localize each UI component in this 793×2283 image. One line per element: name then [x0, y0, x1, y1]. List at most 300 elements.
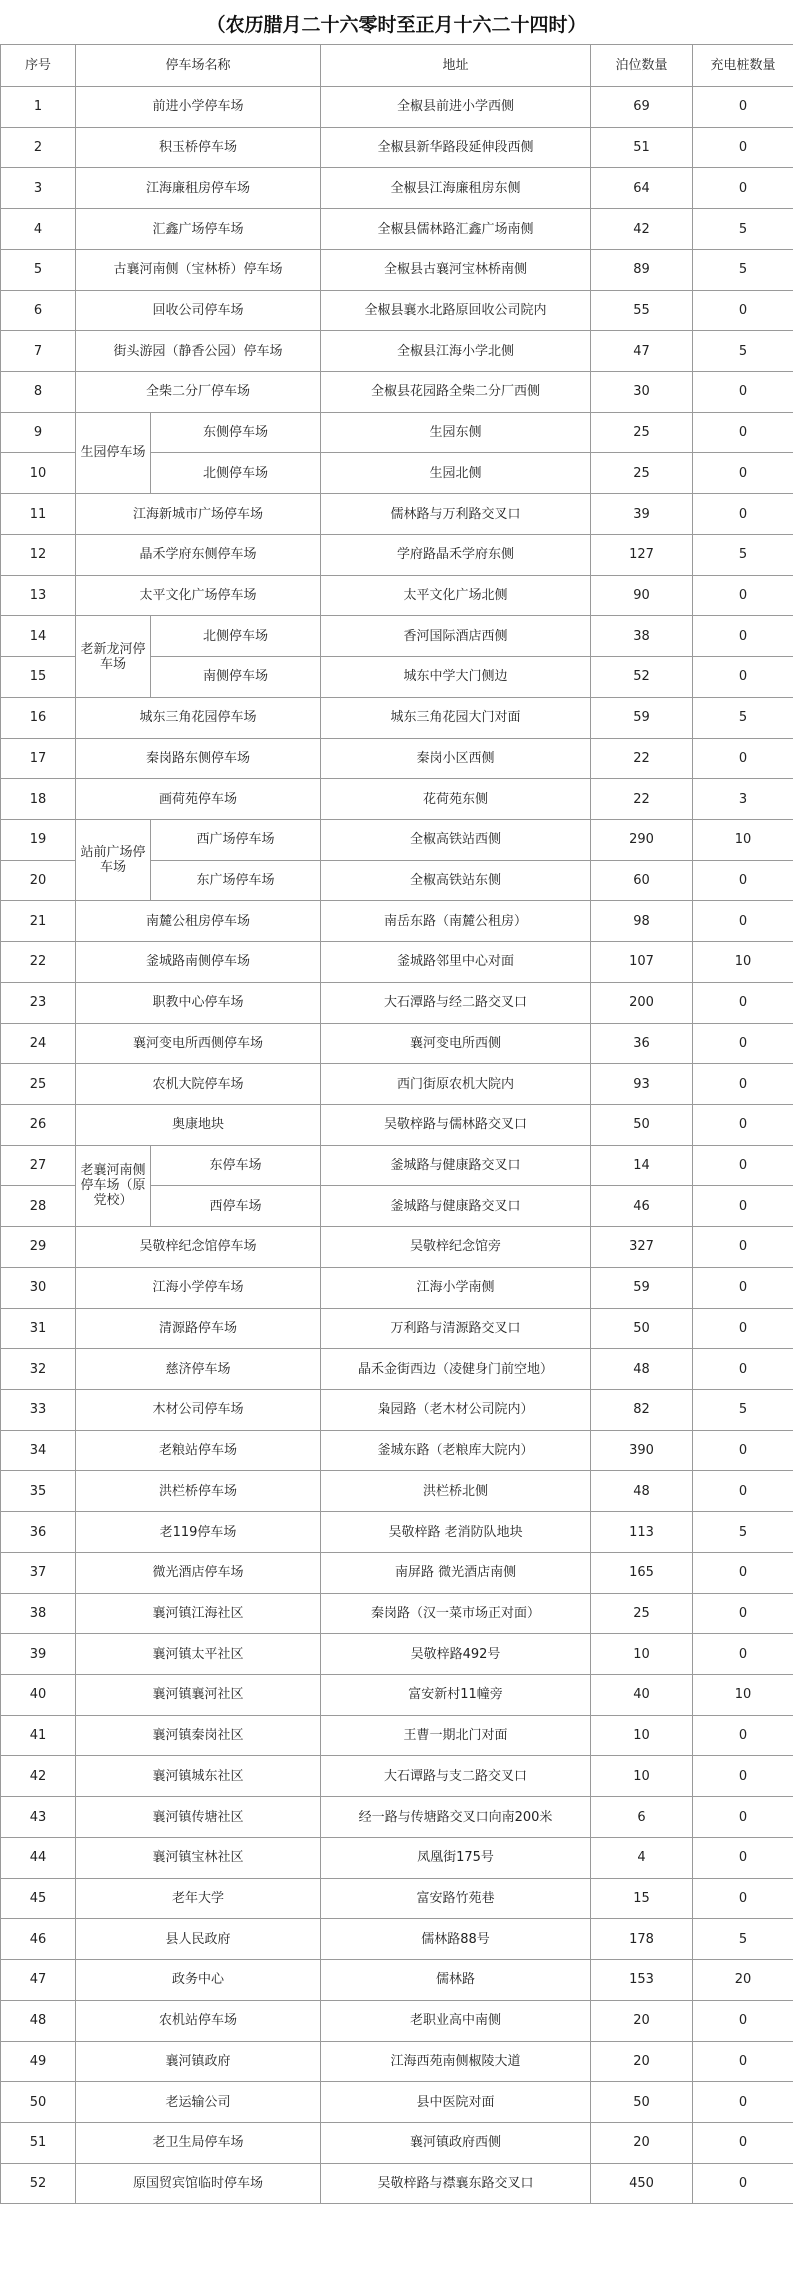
spot-count: 4	[591, 1837, 693, 1878]
spot-count: 10	[591, 1634, 693, 1675]
row-number: 44	[1, 1837, 76, 1878]
lot-address: 全椒县襄水北路原回收公司院内	[321, 290, 591, 331]
spot-count: 90	[591, 575, 693, 616]
parking-table	[0, 44, 793, 2204]
row-number: 15	[1, 657, 76, 698]
spot-count: 52	[591, 657, 693, 698]
row-number: 46	[1, 1919, 76, 1960]
lot-name: 老年大学	[76, 1878, 321, 1919]
charger-count: 0	[693, 1104, 793, 1145]
row-number: 40	[1, 1675, 76, 1716]
lot-name: 襄河镇江海社区	[76, 1593, 321, 1634]
table-row	[1, 1023, 793, 1064]
table-row	[1, 2122, 793, 2163]
lot-name: 东广场停车场	[151, 860, 321, 901]
charger-count: 5	[693, 1919, 793, 1960]
lot-address: 釜城路与健康路交叉口	[321, 1145, 591, 1186]
table-row	[1, 2041, 793, 2082]
row-number: 29	[1, 1227, 76, 1268]
row-number: 32	[1, 1349, 76, 1390]
spot-count: 50	[591, 1308, 693, 1349]
table-row	[1, 1756, 793, 1797]
lot-name: 东侧停车场	[151, 412, 321, 453]
table-row	[1, 534, 793, 575]
spot-count: 39	[591, 494, 693, 535]
row-number: 50	[1, 2082, 76, 2123]
lot-name: 襄河镇城东社区	[76, 1756, 321, 1797]
charger-count: 0	[693, 657, 793, 698]
spot-count: 127	[591, 534, 693, 575]
charger-count: 0	[693, 1308, 793, 1349]
charger-count: 0	[693, 494, 793, 535]
lot-address: 吴敬梓路 老消防队地块	[321, 1512, 591, 1553]
lot-name: 古襄河南侧（宝林桥）停车场	[76, 249, 321, 290]
table-row	[1, 127, 793, 168]
lot-address: 釜城路邻里中心对面	[321, 942, 591, 983]
lot-address: 生园北侧	[321, 453, 591, 494]
charger-count: 0	[693, 738, 793, 779]
charger-count: 0	[693, 87, 793, 128]
lot-name: 洪栏桥停车场	[76, 1471, 321, 1512]
spot-count: 22	[591, 738, 693, 779]
lot-name: 回收公司停车场	[76, 290, 321, 331]
table-row	[1, 982, 793, 1023]
row-number: 6	[1, 290, 76, 331]
table-row	[1, 697, 793, 738]
table-row	[1, 575, 793, 616]
header-spots: 泊位数量	[591, 45, 693, 87]
charger-count: 0	[693, 1349, 793, 1390]
charger-count: 0	[693, 453, 793, 494]
lot-name: 秦岗路东侧停车场	[76, 738, 321, 779]
table-row	[1, 1430, 793, 1471]
spot-count: 89	[591, 249, 693, 290]
header-chargers: 充电桩数量	[693, 45, 793, 87]
charger-count: 0	[693, 982, 793, 1023]
spot-count: 10	[591, 1715, 693, 1756]
lot-name: 吴敬梓纪念馆停车场	[76, 1227, 321, 1268]
spot-count: 38	[591, 616, 693, 657]
row-number: 25	[1, 1064, 76, 1105]
table-row	[1, 1675, 793, 1716]
charger-count: 0	[693, 1064, 793, 1105]
spot-count: 390	[591, 1430, 693, 1471]
table-row	[1, 1797, 793, 1838]
table-row	[1, 494, 793, 535]
spot-count: 290	[591, 819, 693, 860]
row-number: 7	[1, 331, 76, 372]
row-number: 11	[1, 494, 76, 535]
table-row	[1, 249, 793, 290]
header-name: 停车场名称	[76, 45, 321, 87]
spot-count: 22	[591, 779, 693, 820]
table-row	[1, 1064, 793, 1105]
charger-count: 0	[693, 2122, 793, 2163]
spot-count: 40	[591, 1675, 693, 1716]
table-row	[1, 616, 793, 657]
lot-address: 全椒县江海廉租房东侧	[321, 168, 591, 209]
table-body	[1, 87, 793, 2204]
row-number: 1	[1, 87, 76, 128]
spot-count: 98	[591, 901, 693, 942]
lot-address: 学府路晶禾学府东侧	[321, 534, 591, 575]
row-number: 13	[1, 575, 76, 616]
table-row	[1, 2000, 793, 2041]
row-number: 28	[1, 1186, 76, 1227]
lot-name: 北侧停车场	[151, 453, 321, 494]
lot-name: 老粮站停车场	[76, 1430, 321, 1471]
lot-name: 襄河镇秦岗社区	[76, 1715, 321, 1756]
table-row	[1, 1715, 793, 1756]
lot-name: 全柴二分厂停车场	[76, 372, 321, 413]
lot-name: 清源路停车场	[76, 1308, 321, 1349]
spot-count: 25	[591, 453, 693, 494]
charger-count: 0	[693, 2082, 793, 2123]
row-number: 24	[1, 1023, 76, 1064]
table-row	[1, 738, 793, 779]
table-row	[1, 1390, 793, 1431]
charger-count: 3	[693, 779, 793, 820]
table-row	[1, 1960, 793, 2001]
table-row	[1, 412, 793, 453]
lot-address: 万利路与清源路交叉口	[321, 1308, 591, 1349]
lot-address: 王曹一期北门对面	[321, 1715, 591, 1756]
lot-name: 襄河镇政府	[76, 2041, 321, 2082]
row-number: 30	[1, 1267, 76, 1308]
lot-address: 全椒高铁站东侧	[321, 860, 591, 901]
spot-count: 200	[591, 982, 693, 1023]
lot-name: 木材公司停车场	[76, 1390, 321, 1431]
charger-count: 0	[693, 2041, 793, 2082]
lot-name: 农机大院停车场	[76, 1064, 321, 1105]
lot-name: 襄河镇传塘社区	[76, 1797, 321, 1838]
charger-count: 0	[693, 1878, 793, 1919]
lot-name: 前进小学停车场	[76, 87, 321, 128]
group-name: 老新龙河停车场	[76, 616, 151, 697]
table-row	[1, 1471, 793, 1512]
lot-address: 西门街原农机大院内	[321, 1064, 591, 1105]
charger-count: 5	[693, 534, 793, 575]
lot-address: 晶禾金街西边（凌健身门前空地）	[321, 1349, 591, 1390]
lot-name: 积玉桥停车场	[76, 127, 321, 168]
row-number: 5	[1, 249, 76, 290]
lot-name: 襄河镇襄河社区	[76, 1675, 321, 1716]
charger-count: 0	[693, 1267, 793, 1308]
spot-count: 60	[591, 860, 693, 901]
charger-count: 0	[693, 290, 793, 331]
lot-address: 吴敬梓路与襟襄东路交叉口	[321, 2163, 591, 2204]
row-number: 14	[1, 616, 76, 657]
row-number: 10	[1, 453, 76, 494]
row-number: 16	[1, 697, 76, 738]
table-row	[1, 1878, 793, 1919]
lot-address: 县中医院对面	[321, 2082, 591, 2123]
lot-name: 襄河镇宝林社区	[76, 1837, 321, 1878]
spot-count: 165	[591, 1552, 693, 1593]
lot-name: 南侧停车场	[151, 657, 321, 698]
charger-count: 0	[693, 1227, 793, 1268]
charger-count: 0	[693, 1552, 793, 1593]
spot-count: 327	[591, 1227, 693, 1268]
lot-name: 老卫生局停车场	[76, 2122, 321, 2163]
table-row	[1, 1145, 793, 1186]
row-number: 9	[1, 412, 76, 453]
lot-address: 富安路竹苑巷	[321, 1878, 591, 1919]
charger-count: 0	[693, 168, 793, 209]
row-number: 43	[1, 1797, 76, 1838]
lot-name: 西停车场	[151, 1186, 321, 1227]
spot-count: 14	[591, 1145, 693, 1186]
lot-address: 襄河变电所西侧	[321, 1023, 591, 1064]
lot-address: 儒林路与万利路交叉口	[321, 494, 591, 535]
lot-address: 秦岗路（汉一菜市场正对面）	[321, 1593, 591, 1634]
table-row	[1, 1837, 793, 1878]
row-number: 38	[1, 1593, 76, 1634]
table-row	[1, 372, 793, 413]
lot-address: 全椒高铁站西侧	[321, 819, 591, 860]
table-row	[1, 168, 793, 209]
lot-name: 江海廉租房停车场	[76, 168, 321, 209]
charger-count: 0	[693, 1634, 793, 1675]
lot-address: 城东中学大门侧边	[321, 657, 591, 698]
row-number: 34	[1, 1430, 76, 1471]
spot-count: 93	[591, 1064, 693, 1105]
row-number: 47	[1, 1960, 76, 2001]
lot-name: 釜城路南侧停车场	[76, 942, 321, 983]
charger-count: 0	[693, 2163, 793, 2204]
lot-address: 全椒县花园路全柴二分厂西侧	[321, 372, 591, 413]
lot-address: 枭园路（老木材公司院内）	[321, 1390, 591, 1431]
row-number: 37	[1, 1552, 76, 1593]
table-row	[1, 209, 793, 250]
spot-count: 20	[591, 2122, 693, 2163]
row-number: 26	[1, 1104, 76, 1145]
lot-name: 老119停车场	[76, 1512, 321, 1553]
lot-name: 县人民政府	[76, 1919, 321, 1960]
lot-name: 城东三角花园停车场	[76, 697, 321, 738]
spot-count: 15	[591, 1878, 693, 1919]
lot-name: 农机站停车场	[76, 2000, 321, 2041]
lot-address: 秦岗小区西侧	[321, 738, 591, 779]
spot-count: 59	[591, 1267, 693, 1308]
lot-name: 襄河镇太平社区	[76, 1634, 321, 1675]
lot-name: 太平文化广场停车场	[76, 575, 321, 616]
lot-name: 汇鑫广场停车场	[76, 209, 321, 250]
row-number: 23	[1, 982, 76, 1023]
table-row	[1, 1104, 793, 1145]
table-row	[1, 2082, 793, 2123]
lot-address: 香河国际酒店西侧	[321, 616, 591, 657]
lot-address: 大石谭路与支二路交叉口	[321, 1756, 591, 1797]
charger-count: 0	[693, 1023, 793, 1064]
charger-count: 0	[693, 127, 793, 168]
row-number: 45	[1, 1878, 76, 1919]
row-number: 39	[1, 1634, 76, 1675]
row-number: 4	[1, 209, 76, 250]
table-header-row	[1, 45, 793, 87]
lot-address: 太平文化广场北侧	[321, 575, 591, 616]
lot-address: 吴敬梓路与儒林路交叉口	[321, 1104, 591, 1145]
spot-count: 69	[591, 87, 693, 128]
charger-count: 5	[693, 331, 793, 372]
charger-count: 0	[693, 616, 793, 657]
lot-address: 老职业高中南侧	[321, 2000, 591, 2041]
lot-address: 凤凰街175号	[321, 1837, 591, 1878]
table-row	[1, 1552, 793, 1593]
row-number: 27	[1, 1145, 76, 1186]
charger-count: 0	[693, 412, 793, 453]
spot-count: 42	[591, 209, 693, 250]
lot-name: 晶禾学府东侧停车场	[76, 534, 321, 575]
charger-count: 10	[693, 1675, 793, 1716]
lot-name: 微光酒店停车场	[76, 1552, 321, 1593]
charger-count: 5	[693, 697, 793, 738]
lot-name: 南麓公租房停车场	[76, 901, 321, 942]
lot-address: 吴敬梓路492号	[321, 1634, 591, 1675]
table-row	[1, 2163, 793, 2204]
charger-count: 0	[693, 1837, 793, 1878]
table-row	[1, 1227, 793, 1268]
lot-name: 江海新城市广场停车场	[76, 494, 321, 535]
charger-count: 0	[693, 1430, 793, 1471]
charger-count: 0	[693, 2000, 793, 2041]
spot-count: 30	[591, 372, 693, 413]
lot-name: 慈济停车场	[76, 1349, 321, 1390]
row-number: 52	[1, 2163, 76, 2204]
spot-count: 178	[591, 1919, 693, 1960]
spot-count: 59	[591, 697, 693, 738]
lot-name: 老运输公司	[76, 2082, 321, 2123]
table-row	[1, 1308, 793, 1349]
charger-count: 0	[693, 1715, 793, 1756]
spot-count: 36	[591, 1023, 693, 1064]
lot-name: 东停车场	[151, 1145, 321, 1186]
page-title: （农历腊月二十六零时至正月十六二十四时）	[206, 14, 587, 36]
header-no: 序号	[1, 45, 76, 87]
table-row	[1, 901, 793, 942]
spot-count: 82	[591, 1390, 693, 1431]
lot-address: 城东三角花园大门对面	[321, 697, 591, 738]
spot-count: 50	[591, 2082, 693, 2123]
spot-count: 6	[591, 1797, 693, 1838]
row-number: 41	[1, 1715, 76, 1756]
lot-address: 南岳东路（南麓公租房）	[321, 901, 591, 942]
row-number: 21	[1, 901, 76, 942]
lot-address: 南屏路 微光酒店南侧	[321, 1552, 591, 1593]
charger-count: 5	[693, 209, 793, 250]
spot-count: 50	[591, 1104, 693, 1145]
lot-address: 全椒县儒林路汇鑫广场南侧	[321, 209, 591, 250]
table-row	[1, 1919, 793, 1960]
charger-count: 0	[693, 1797, 793, 1838]
row-number: 12	[1, 534, 76, 575]
row-number: 8	[1, 372, 76, 413]
table-row	[1, 819, 793, 860]
lot-address: 儒林路	[321, 1960, 591, 2001]
charger-count: 5	[693, 1390, 793, 1431]
charger-count: 0	[693, 901, 793, 942]
spot-count: 46	[591, 1186, 693, 1227]
row-number: 20	[1, 860, 76, 901]
row-number: 42	[1, 1756, 76, 1797]
group-name: 老襄河南侧停车场（原党校）	[76, 1145, 151, 1226]
lot-address: 釜城路与健康路交叉口	[321, 1186, 591, 1227]
lot-address: 全椒县古襄河宝林桥南侧	[321, 249, 591, 290]
row-number: 3	[1, 168, 76, 209]
lot-address: 洪栏桥北侧	[321, 1471, 591, 1512]
lot-name: 政务中心	[76, 1960, 321, 2001]
lot-name: 襄河变电所西侧停车场	[76, 1023, 321, 1064]
lot-address: 花荷苑东侧	[321, 779, 591, 820]
table-row	[1, 942, 793, 983]
spot-count: 47	[591, 331, 693, 372]
table-row	[1, 1267, 793, 1308]
lot-name: 画荷苑停车场	[76, 779, 321, 820]
spot-count: 25	[591, 1593, 693, 1634]
charger-count: 10	[693, 942, 793, 983]
spot-count: 51	[591, 127, 693, 168]
lot-address: 全椒县前进小学西侧	[321, 87, 591, 128]
charger-count: 0	[693, 1471, 793, 1512]
charger-count: 0	[693, 1186, 793, 1227]
charger-count: 5	[693, 249, 793, 290]
lot-address: 大石潭路与经二路交叉口	[321, 982, 591, 1023]
table-row	[1, 290, 793, 331]
lot-address: 全椒县江海小学北侧	[321, 331, 591, 372]
row-number: 22	[1, 942, 76, 983]
row-number: 19	[1, 819, 76, 860]
spot-count: 48	[591, 1471, 693, 1512]
row-number: 17	[1, 738, 76, 779]
spot-count: 64	[591, 168, 693, 209]
lot-name: 职教中心停车场	[76, 982, 321, 1023]
row-number: 31	[1, 1308, 76, 1349]
table-row	[1, 1634, 793, 1675]
spot-count: 107	[591, 942, 693, 983]
group-name: 生园停车场	[76, 412, 151, 493]
lot-address: 经一路与传塘路交叉口向南200米	[321, 1797, 591, 1838]
row-number: 48	[1, 2000, 76, 2041]
table-row	[1, 87, 793, 128]
lot-address: 生园东侧	[321, 412, 591, 453]
row-number: 18	[1, 779, 76, 820]
table-row	[1, 1512, 793, 1553]
spot-count: 25	[591, 412, 693, 453]
charger-count: 0	[693, 372, 793, 413]
table-row	[1, 331, 793, 372]
spot-count: 20	[591, 2000, 693, 2041]
spot-count: 113	[591, 1512, 693, 1553]
spot-count: 153	[591, 1960, 693, 2001]
lot-address: 富安新村11幢旁	[321, 1675, 591, 1716]
spot-count: 48	[591, 1349, 693, 1390]
lot-name: 原国贸宾馆临时停车场	[76, 2163, 321, 2204]
spot-count: 10	[591, 1756, 693, 1797]
lot-name: 奥康地块	[76, 1104, 321, 1145]
table-row	[1, 1593, 793, 1634]
lot-address: 全椒县新华路段延伸段西侧	[321, 127, 591, 168]
charger-count: 0	[693, 1145, 793, 1186]
row-number: 36	[1, 1512, 76, 1553]
group-name: 站前广场停车场	[76, 819, 151, 900]
lot-name: 西广场停车场	[151, 819, 321, 860]
header-address: 地址	[321, 45, 591, 87]
lot-address: 吴敬梓纪念馆旁	[321, 1227, 591, 1268]
table-row	[1, 1349, 793, 1390]
lot-address: 江海小学南侧	[321, 1267, 591, 1308]
charger-count: 0	[693, 575, 793, 616]
row-number: 49	[1, 2041, 76, 2082]
